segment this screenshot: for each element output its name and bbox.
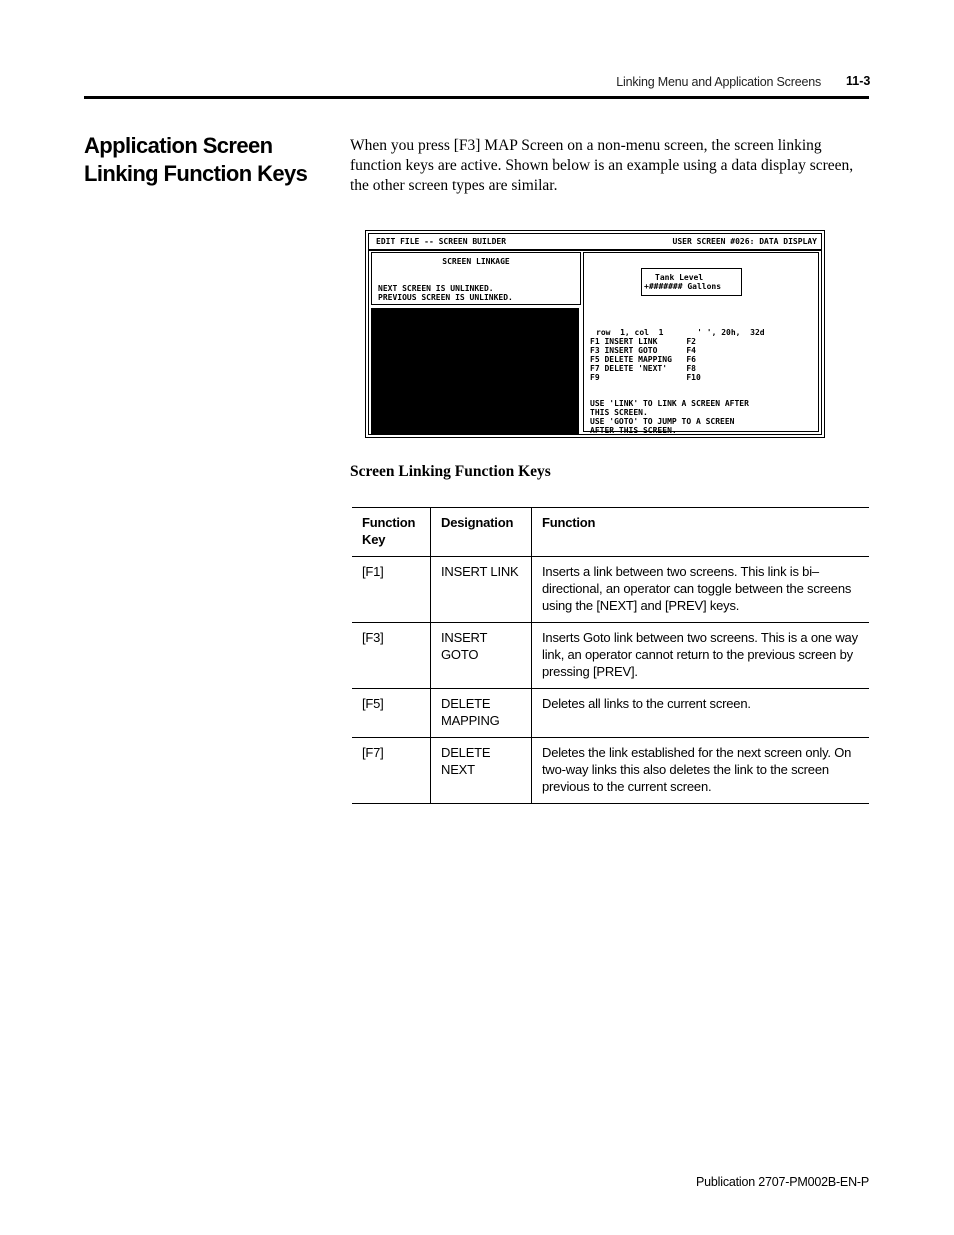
designation-cell: DELETE NEXT xyxy=(431,738,532,804)
running-header: Linking Menu and Application Screens xyxy=(616,75,821,89)
function-key-line: F3 INSERT GOTO F4 xyxy=(590,346,696,355)
publication-footer: Publication 2707-PM002B-EN-P xyxy=(696,1175,869,1189)
function-key-cell: [F3] xyxy=(352,623,431,689)
cursor-status-line: row 1, col 1 ' ', 20h, 32d xyxy=(596,328,765,337)
designation-cell: DELETE MAPPING xyxy=(431,689,532,738)
tank-level-object xyxy=(641,268,742,296)
screen-title-left: EDIT FILE -- SCREEN BUILDER xyxy=(376,237,507,246)
table-header-row xyxy=(352,508,869,557)
function-description-cell: Deletes all links to the current screen. xyxy=(532,689,870,738)
function-key-cell: [F1] xyxy=(352,557,431,623)
black-preview-area xyxy=(371,308,579,434)
screen-title-right: USER SCREEN #026: DATA DISPLAY xyxy=(672,237,817,246)
table-caption: Screen Linking Function Keys xyxy=(350,463,551,480)
designation-cell: INSERT GOTO xyxy=(431,623,532,689)
function-keys-table xyxy=(352,507,869,804)
screen-frame xyxy=(368,233,822,435)
screen-edit-panel xyxy=(583,252,819,435)
previous-screen-status: PREVIOUS SCREEN IS UNLINKED. xyxy=(378,293,513,302)
function-description-cell: Deletes the link established for the next screen only. On two-way links this also deletes the link to the screen previous to the current screen. xyxy=(532,738,870,804)
table-row xyxy=(352,623,869,689)
column-header: Function Key xyxy=(352,508,431,557)
help-line: THIS SCREEN. xyxy=(590,408,648,417)
help-line: USE 'LINK' TO LINK A SCREEN AFTER xyxy=(590,399,749,408)
help-line: USE 'GOTO' TO JUMP TO A SCREEN xyxy=(590,417,735,426)
function-key-line: F1 INSERT LINK F2 xyxy=(590,337,696,346)
next-screen-status: NEXT SCREEN IS UNLINKED. xyxy=(378,284,494,293)
tank-level-value: +####### Gallons xyxy=(644,282,722,291)
screen-linkage-panel xyxy=(371,252,581,305)
table-row xyxy=(352,557,869,623)
screen-builder-screenshot xyxy=(365,230,825,438)
function-key-cell: [F7] xyxy=(352,738,431,804)
table-row xyxy=(352,689,869,738)
header-rule xyxy=(84,96,869,99)
column-header: Function xyxy=(532,508,870,557)
designation-cell: INSERT LINK xyxy=(431,557,532,623)
screen-title-bar xyxy=(369,234,821,251)
page-number: 11-3 xyxy=(846,74,871,88)
function-key-line: F9 F10 xyxy=(590,373,701,382)
screen-linkage-title: SCREEN LINKAGE xyxy=(442,257,510,266)
function-key-cell: [F5] xyxy=(352,689,431,738)
function-key-line: F5 DELETE MAPPING F6 xyxy=(590,355,696,364)
function-description-cell: Inserts Goto link between two screens. This is a one way link, an operator cannot return to the previous screen by pressing [PREV]. xyxy=(532,623,870,689)
intro-paragraph: When you press [F3] MAP Screen on a non-menu screen, the screen linking function keys are active. Shown below is an example using a data display screen, the other screen types are similar. xyxy=(350,137,854,194)
section-title: Application Screen Linking Function Keys xyxy=(84,133,308,186)
help-line: AFTER THIS SCREEN. xyxy=(590,426,677,435)
tank-level-label: Tank Level xyxy=(655,273,704,282)
function-key-line: F7 DELETE 'NEXT' F8 xyxy=(590,364,696,373)
table-row xyxy=(352,738,869,804)
column-header: Designation xyxy=(431,508,532,557)
function-description-cell: Inserts a link between two screens. This link is bi–directional, an operator can toggle between the screens using the [NEXT] and [PREV] keys. xyxy=(532,557,870,623)
